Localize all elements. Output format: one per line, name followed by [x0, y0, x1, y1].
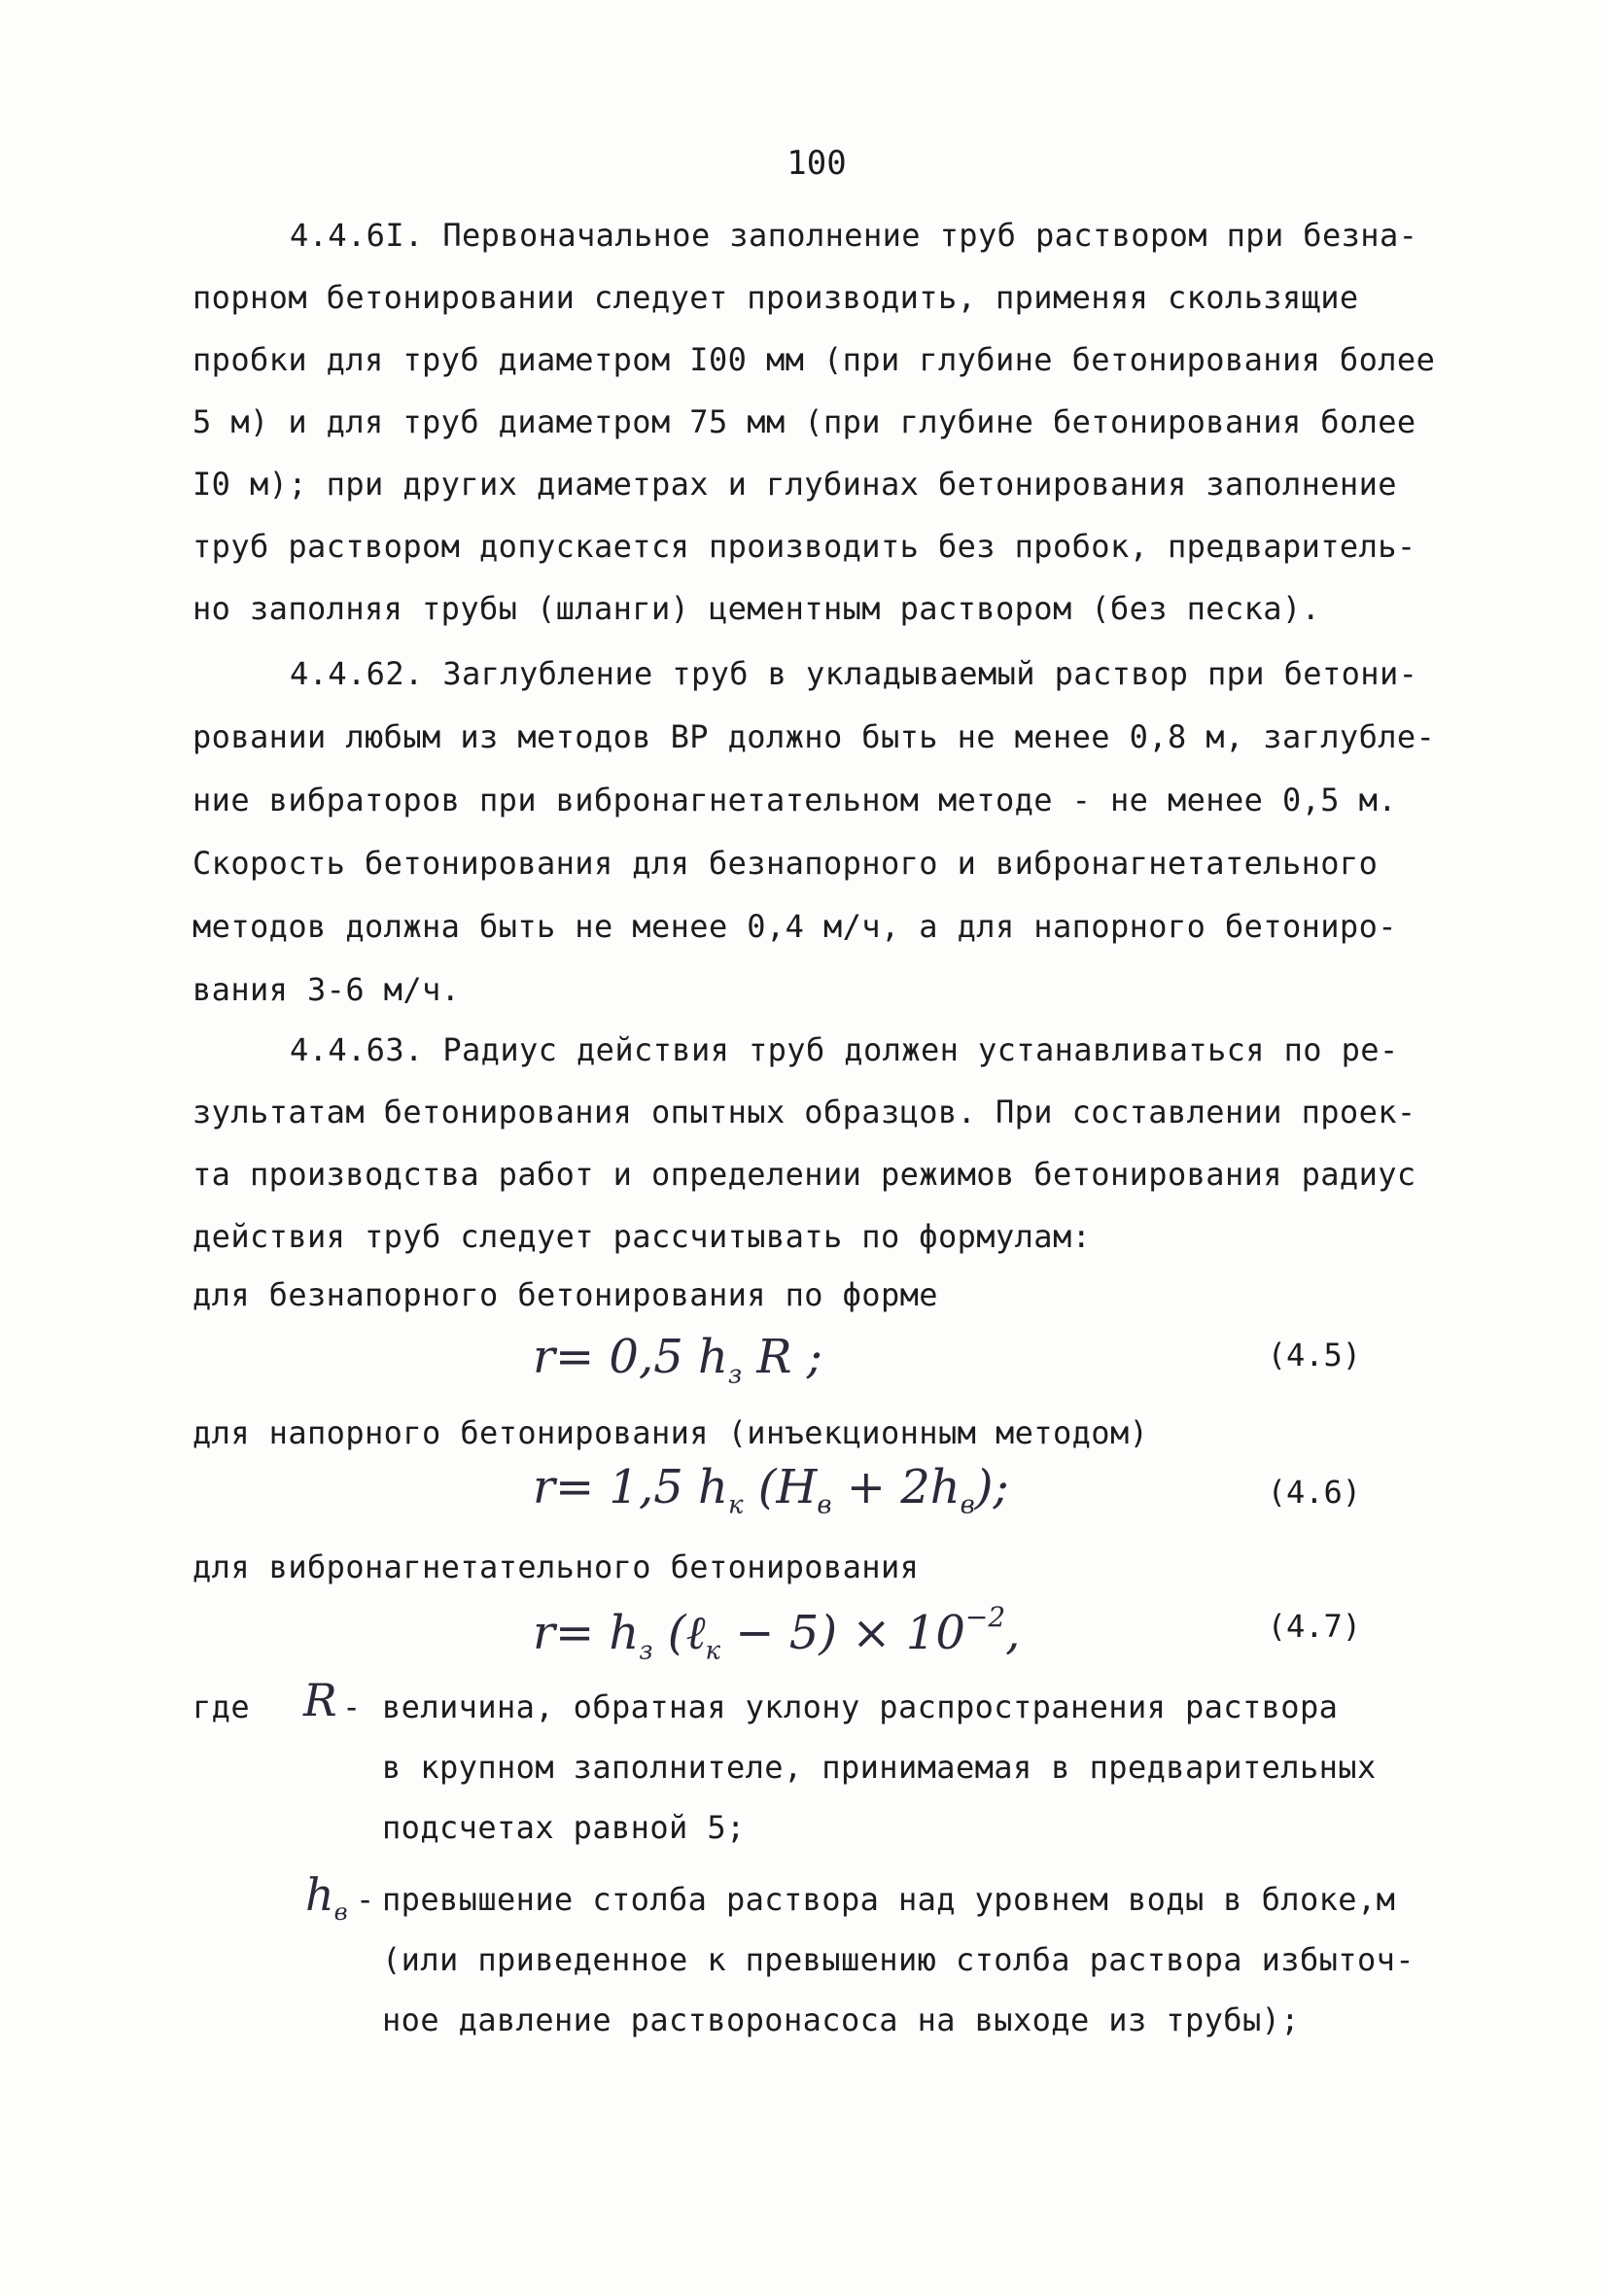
paragraph-line: 4.4.6I. Первоначальное заполнение труб раствором при безна- [290, 217, 1418, 254]
formula-intro: для вибронагнетательного бетонирования [192, 1548, 920, 1585]
definition-symbol [305, 1870, 348, 1936]
paragraph-line: ровании любым из методов ВР должно быть не менее 0,8 м, заглубле- [192, 718, 1436, 755]
formula-4-6 [533, 1458, 1009, 1535]
definition-line: величина, обратная уклону распространения раствора [382, 1688, 1339, 1725]
definition-line: в крупном заполнителе, принимаемая в предварительных [382, 1749, 1377, 1786]
formula-rhs: = 1,5 h [554, 1460, 728, 1514]
formula-lhs: r [533, 1330, 555, 1384]
equation-number: (4.5) [1267, 1337, 1361, 1374]
formula-4-7 [533, 1594, 1020, 1681]
definition-line: ное давление растворонасоса на выходе из трубы); [382, 2001, 1300, 2038]
paragraph-line: труб раствором допускается производить без пробок, предваритель- [192, 528, 1416, 565]
formula-tail: − 5) × 10 [720, 1606, 965, 1660]
formula-superscript: −2 [964, 1601, 1006, 1633]
paragraph-line: Скорость бетонирования для безнапорного и вибронагнетательного [192, 845, 1379, 882]
equation-number: (4.6) [1267, 1474, 1361, 1511]
equation-number: (4.7) [1267, 1608, 1361, 1645]
paragraph-line: действия труб следует рассчитывать по формулам: [192, 1218, 1092, 1255]
paragraph-line: 4.4.62. Заглубление труб в укладываемый раствор при бетони- [290, 655, 1418, 692]
formula-subscript: з [727, 1360, 743, 1390]
paragraph-line: I0 м); при других диаметрах и глубинах бетонирования заполнение [192, 466, 1397, 503]
paragraph-line: вания 3-6 м/ч. [192, 971, 461, 1008]
paragraph-line: пробки для труб диаметром I00 мм (при глубине бетонирования более [192, 341, 1436, 378]
paragraph-line: ние вибраторов при вибронагнетательном методе - не менее 0,5 м. [192, 782, 1397, 818]
formula-subscript: к [727, 1490, 744, 1520]
formula-subscript: в [960, 1490, 975, 1520]
formula-rhs: = h [554, 1606, 640, 1660]
formula-tail: (ℓ [652, 1606, 706, 1660]
paragraph-line: зультатам бетонирования опытных образцов. При составлении проек- [192, 1094, 1416, 1131]
formula-subscript: в [817, 1490, 832, 1520]
formula-tail: + 2h [831, 1460, 961, 1514]
formula-tail: R ; [742, 1330, 822, 1384]
formula-subscript: з [639, 1636, 653, 1666]
definition-line: превышение столба раствора над уровнем воды в блоке,м [382, 1881, 1396, 1918]
definition-dash: - [342, 1688, 362, 1725]
where-label: где [192, 1688, 250, 1725]
page-number: 100 [787, 144, 847, 183]
formula-subscript: к [705, 1636, 721, 1666]
definition-symbol-letter: R [303, 1674, 337, 1726]
formula-rhs: = 0,5 h [554, 1330, 728, 1384]
definition-line: (или приведенное к превышению столба раствора избыточ- [382, 1941, 1415, 1978]
paragraph-line: порном бетонировании следует производить, применяя скользящие [192, 279, 1359, 316]
formula-4-5 [533, 1328, 822, 1405]
formula-tail: , [1005, 1606, 1021, 1660]
definition-symbol-subscript: в [333, 1898, 348, 1927]
formula-tail: ); [974, 1460, 1009, 1514]
formula-intro: для напорного бетонирования (инъекционным методом) [192, 1414, 1149, 1451]
definition-symbol [303, 1676, 337, 1742]
formula-tail: (H [743, 1460, 818, 1514]
paragraph-line: 4.4.63. Радиус действия труб должен устанавливаться по ре- [290, 1031, 1399, 1068]
formula-lhs: r [533, 1606, 555, 1660]
definition-dash: - [356, 1881, 375, 1918]
paragraph-line: методов должна быть не менее 0,4 м/ч, а для напорного бетониро- [192, 908, 1397, 945]
paragraph-line: 5 м) и для труб диаметром 75 мм (при глубине бетонирования более [192, 403, 1416, 440]
definition-symbol-letter: h [305, 1868, 334, 1921]
paragraph-line: та производства работ и определении режимов бетонирования радиус [192, 1156, 1416, 1193]
formula-lhs: r [533, 1460, 555, 1514]
formula-intro: для безнапорного бетонирования по форме [192, 1276, 938, 1313]
definition-line: подсчетах равной 5; [382, 1809, 746, 1846]
paragraph-line: но заполняя трубы (шланги) цементным раствором (без песка). [192, 590, 1321, 627]
